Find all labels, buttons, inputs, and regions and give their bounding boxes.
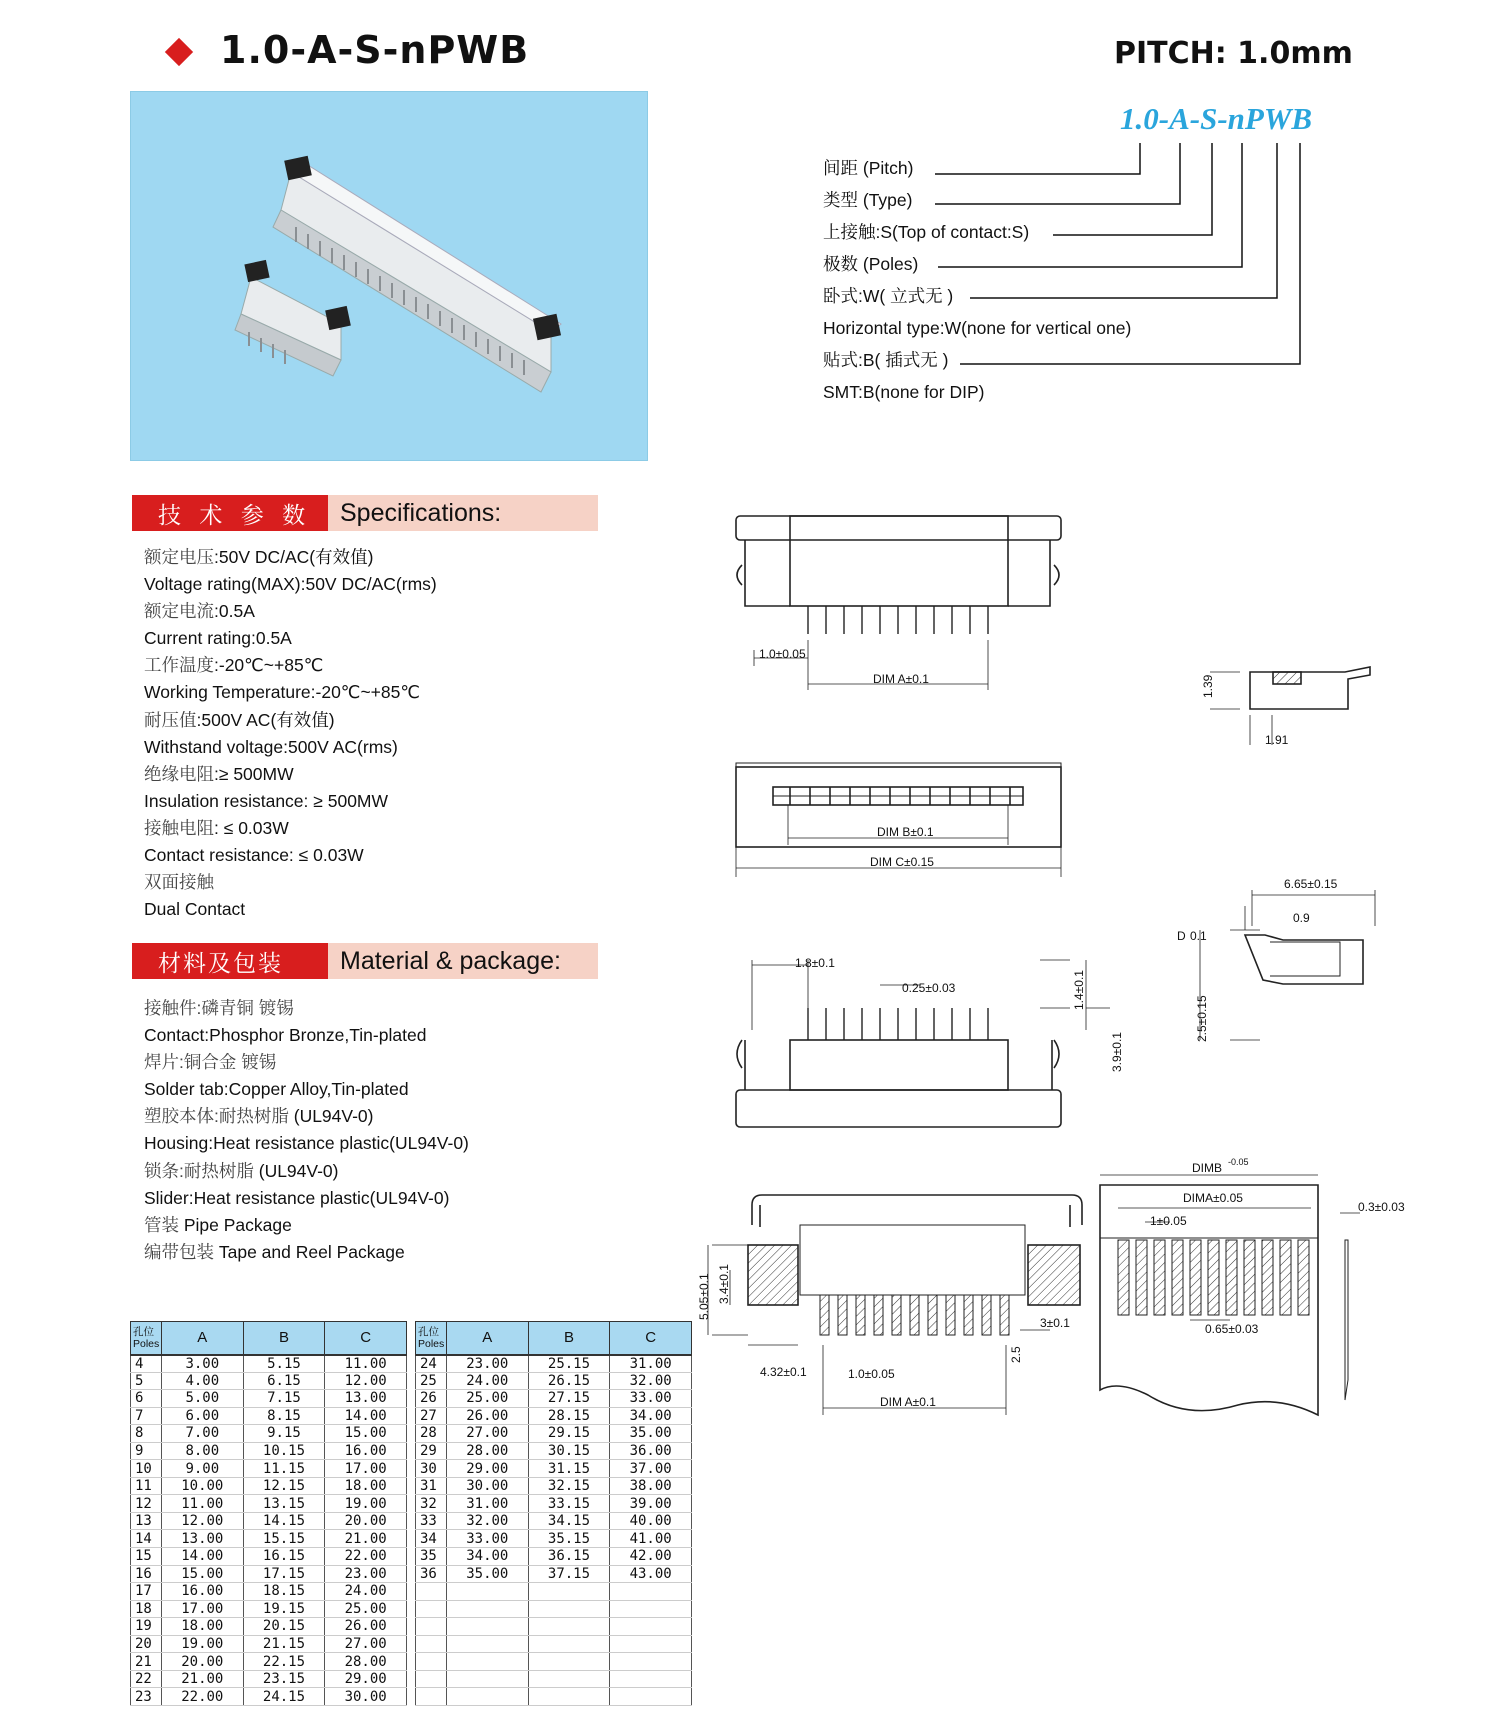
dim-label: DIM A±0.1	[880, 1395, 936, 1409]
table-cell: 6.00	[161, 1407, 243, 1425]
table-cell: 17.00	[161, 1600, 243, 1618]
table-cell: 31.00	[610, 1355, 692, 1373]
header-b: B	[243, 1322, 325, 1355]
table-cell: 13.15	[243, 1495, 325, 1513]
table-cell: 8.15	[243, 1407, 325, 1425]
table-cell: 9	[131, 1442, 162, 1460]
material-line: Solder tab:Copper Alloy,Tin-plated	[144, 1079, 409, 1100]
spec-line: Working Temperature:-20℃~+85℃	[144, 682, 421, 703]
pitch-label: PITCH: 1.0mm	[1114, 36, 1353, 71]
table-cell: 37.00	[610, 1460, 692, 1478]
table-cell	[528, 1583, 610, 1601]
table-cell: 27.00	[325, 1635, 407, 1653]
table-cell: 33.00	[446, 1530, 528, 1548]
table-cell	[528, 1688, 610, 1706]
table-row	[131, 1653, 407, 1671]
table-row	[416, 1512, 692, 1530]
table-cell: 5.00	[161, 1390, 243, 1408]
side-profile-2-drawing	[1200, 890, 1375, 1040]
table-row	[131, 1477, 407, 1495]
table-cell: 5.15	[243, 1355, 325, 1373]
dim-label: 1±0.05	[1150, 1214, 1187, 1228]
table-row	[131, 1425, 407, 1443]
table-cell: 12.00	[161, 1512, 243, 1530]
dim-label: 3.9±0.1	[1110, 1032, 1124, 1072]
legend-type: 类型 (Type)	[823, 190, 913, 210]
table-cell: 24.00	[446, 1372, 528, 1390]
dim-label: -0.05	[1228, 1157, 1249, 1167]
table-cell	[416, 1653, 447, 1671]
table-cell: 32	[416, 1495, 447, 1513]
table-cell: 14.00	[161, 1548, 243, 1566]
table-cell: 10.15	[243, 1442, 325, 1460]
table-cell: 31.15	[528, 1460, 610, 1478]
table-cell	[528, 1618, 610, 1636]
table-cell: 20.00	[161, 1653, 243, 1671]
table-cell: 30.00	[446, 1477, 528, 1495]
spec-line: 耐压值:500V AC(有效值)	[144, 709, 335, 730]
table-cell: 29	[416, 1442, 447, 1460]
table-row	[416, 1600, 692, 1618]
table-cell: 28.15	[528, 1407, 610, 1425]
table-cell	[528, 1600, 610, 1618]
table-cell: 22.00	[325, 1548, 407, 1566]
table-cell: 11.00	[161, 1495, 243, 1513]
table-cell: 10	[131, 1460, 162, 1478]
material-line: Contact:Phosphor Bronze,Tin-plated	[144, 1025, 427, 1046]
table-cell: 25.15	[528, 1355, 610, 1373]
table-cell	[610, 1635, 692, 1653]
table-row	[416, 1653, 692, 1671]
table-cell	[610, 1618, 692, 1636]
dim-label: 3.4±0.1	[717, 1264, 731, 1304]
dim-label: 1.0±0.05	[759, 647, 806, 661]
table-cell: 14.00	[325, 1407, 407, 1425]
table-cell: 21.00	[325, 1530, 407, 1548]
table-cell: 34.00	[446, 1548, 528, 1566]
spec-line: 双面接触	[144, 872, 214, 893]
table-cell: 9.00	[161, 1460, 243, 1478]
table-cell: 16.00	[161, 1583, 243, 1601]
table-cell: 15.00	[161, 1565, 243, 1583]
table-cell: 10.00	[161, 1477, 243, 1495]
table-cell	[416, 1688, 447, 1706]
table-cell: 37.15	[528, 1565, 610, 1583]
table-cell: 16	[131, 1565, 162, 1583]
dim-label: 0.25±0.03	[902, 981, 956, 995]
table-cell	[416, 1600, 447, 1618]
table-cell: 35	[416, 1548, 447, 1566]
header-poles: 孔位 Poles	[416, 1322, 447, 1355]
table-cell: 15.15	[243, 1530, 325, 1548]
table-cell: 13	[131, 1512, 162, 1530]
table-cell: 7.15	[243, 1390, 325, 1408]
spec-line: 工作温度:-20℃~+85℃	[144, 655, 324, 676]
legend-pitch: 间距 (Pitch)	[823, 158, 914, 178]
table-cell: 15.00	[325, 1425, 407, 1443]
table-cell: 22	[131, 1670, 162, 1688]
legend-smt-cn: 贴式:B( 插式无 )	[823, 350, 949, 370]
spec-line: Withstand voltage:500V AC(rms)	[144, 736, 398, 757]
dim-label: 1.4±0.1	[1072, 970, 1086, 1010]
table-cell: 29.00	[446, 1460, 528, 1478]
header-poles: 孔位 Poles	[131, 1322, 162, 1355]
table-cell: 34	[416, 1530, 447, 1548]
table-cell	[446, 1688, 528, 1706]
specifications-heading-cn: 技 术 参 数	[132, 495, 328, 531]
table-row	[416, 1565, 692, 1583]
table-cell: 27	[416, 1407, 447, 1425]
table-cell: 4.00	[161, 1372, 243, 1390]
table-cell: 13.00	[325, 1390, 407, 1408]
table-cell	[416, 1583, 447, 1601]
legend-contact: 上接触:S(Top of contact:S)	[823, 222, 1030, 242]
table-row	[416, 1425, 692, 1443]
table-cell	[416, 1618, 447, 1636]
table-cell: 33.00	[610, 1390, 692, 1408]
dim-label: DIMB	[1192, 1161, 1222, 1175]
legend-horizontal-cn: 卧式:W( 立式无 )	[823, 286, 954, 306]
table-cell: 18	[131, 1600, 162, 1618]
material-line: Housing:Heat resistance plastic(UL94V-0)	[144, 1133, 469, 1154]
table-cell	[446, 1600, 528, 1618]
table-cell: 31	[416, 1477, 447, 1495]
specifications-heading-en: Specifications:	[328, 495, 598, 531]
table-row	[131, 1688, 407, 1706]
table-cell: 27.00	[446, 1425, 528, 1443]
table-cell: 33.15	[528, 1495, 610, 1513]
legend-poles: 极数 (Poles)	[823, 254, 919, 274]
table-cell: 17	[131, 1583, 162, 1601]
part-code-title: 1.0-A-S-nPWB	[1120, 101, 1313, 136]
table-cell: 21.00	[161, 1670, 243, 1688]
spec-line: 绝缘电阻:≥ 500MW	[144, 763, 294, 784]
table-cell: 20	[131, 1635, 162, 1653]
table-cell: 18.00	[325, 1477, 407, 1495]
side-profile-drawing	[1210, 667, 1370, 745]
table-row	[416, 1460, 692, 1478]
table-cell: 23.00	[325, 1565, 407, 1583]
table-cell: 12.15	[243, 1477, 325, 1495]
table-row	[131, 1600, 407, 1618]
spec-line: 额定电流:0.5A	[144, 601, 255, 622]
table-cell: 25	[416, 1372, 447, 1390]
dim-label: 4.32±0.1	[760, 1365, 807, 1379]
table-cell: 21	[131, 1653, 162, 1671]
legend-smt-en: SMT:B(none for DIP)	[823, 382, 985, 402]
table-cell	[446, 1618, 528, 1636]
table-cell: 32.00	[610, 1372, 692, 1390]
table-cell: 40.00	[610, 1512, 692, 1530]
material-heading-en: Material & package:	[328, 943, 598, 979]
dim-label: 5.05±0.1	[697, 1273, 711, 1320]
table-cell: 42.00	[610, 1548, 692, 1566]
table-cell: 35.00	[610, 1425, 692, 1443]
dim-label: DIM A±0.1	[873, 672, 929, 686]
table-cell: 32.15	[528, 1477, 610, 1495]
table-cell: 23	[131, 1688, 162, 1706]
front-view-drawing	[736, 516, 1061, 690]
table-cell: 13.00	[161, 1530, 243, 1548]
material-heading-cn: 材料及包装	[132, 943, 328, 979]
table-cell	[446, 1635, 528, 1653]
table-cell	[610, 1688, 692, 1706]
table-cell: 17.00	[325, 1460, 407, 1478]
dim-label: D	[1177, 929, 1186, 943]
table-cell: 16.15	[243, 1548, 325, 1566]
table-cell	[610, 1653, 692, 1671]
table-cell: 26	[416, 1390, 447, 1408]
table-row	[131, 1530, 407, 1548]
table-row	[416, 1618, 692, 1636]
table-cell	[610, 1670, 692, 1688]
table-cell: 4	[131, 1355, 162, 1373]
table-cell: 22.15	[243, 1653, 325, 1671]
table-cell: 28.00	[325, 1653, 407, 1671]
spec-line: Voltage rating(MAX):50V DC/AC(rms)	[144, 574, 437, 595]
table-row	[131, 1635, 407, 1653]
table-row	[131, 1565, 407, 1583]
table-cell	[416, 1670, 447, 1688]
table-cell: 12.00	[325, 1372, 407, 1390]
table-row	[131, 1548, 407, 1566]
table-cell: 41.00	[610, 1530, 692, 1548]
table-cell: 25.00	[446, 1390, 528, 1408]
table-cell	[446, 1583, 528, 1601]
table-cell: 8.00	[161, 1442, 243, 1460]
table-cell: 35.00	[446, 1565, 528, 1583]
material-line: 管装 Pipe Package	[144, 1214, 292, 1235]
material-line: 塑胶本体:耐热树脂 (UL94V-0)	[144, 1106, 374, 1127]
header-a: A	[446, 1322, 528, 1355]
table-cell: 7	[131, 1407, 162, 1425]
table-cell: 14.15	[243, 1512, 325, 1530]
table-cell: 32.00	[446, 1512, 528, 1530]
table-cell	[416, 1635, 447, 1653]
table-cell: 18.00	[161, 1618, 243, 1636]
table-cell: 22.00	[161, 1688, 243, 1706]
dim-label: 2.5±0.15	[1195, 995, 1209, 1042]
table-cell: 19.00	[325, 1495, 407, 1513]
dim-label: 0.65±0.03	[1205, 1322, 1259, 1336]
table-row	[131, 1583, 407, 1601]
dim-label: 6.65±0.15	[1284, 877, 1338, 891]
table-cell: 8	[131, 1425, 162, 1443]
spec-line: Current rating:0.5A	[144, 628, 292, 649]
table-cell: 20.15	[243, 1618, 325, 1636]
table-cell: 26.00	[325, 1618, 407, 1636]
material-line: 锁条:耐热树脂 (UL94V-0)	[144, 1160, 339, 1181]
table-cell: 17.15	[243, 1565, 325, 1583]
material-line: 焊片:铜合金 镀锡	[144, 1052, 277, 1073]
dim-label: 1.0±0.05	[848, 1367, 895, 1381]
table-cell: 28	[416, 1425, 447, 1443]
table-cell: 11.15	[243, 1460, 325, 1478]
table-cell: 6.15	[243, 1372, 325, 1390]
table-cell: 6	[131, 1390, 162, 1408]
spec-line: 接触电阻: ≤ 0.03W	[144, 817, 289, 838]
dim-label: 1.39	[1201, 674, 1215, 698]
table-cell	[446, 1653, 528, 1671]
table-cell	[610, 1583, 692, 1601]
table-cell: 16.00	[325, 1442, 407, 1460]
table-cell: 11	[131, 1477, 162, 1495]
table-row	[416, 1688, 692, 1706]
table-cell: 34.15	[528, 1512, 610, 1530]
table-cell	[528, 1653, 610, 1671]
table-cell	[528, 1635, 610, 1653]
table-row	[131, 1495, 407, 1513]
table-cell: 7.00	[161, 1425, 243, 1443]
table-cell: 31.00	[446, 1495, 528, 1513]
table-cell	[610, 1600, 692, 1618]
table-cell: 30.00	[325, 1688, 407, 1706]
table-cell: 24.15	[243, 1688, 325, 1706]
table-cell: 23.15	[243, 1670, 325, 1688]
dim-label: 3±0.1	[1040, 1316, 1070, 1330]
table-cell: 9.15	[243, 1425, 325, 1443]
table-cell: 26.15	[528, 1372, 610, 1390]
page-title: 1.0-A-S-nPWB	[220, 28, 530, 72]
dim-label: DIMA±0.05	[1183, 1191, 1243, 1205]
header-b: B	[528, 1322, 610, 1355]
table-cell: 28.00	[446, 1442, 528, 1460]
table-cell: 18.15	[243, 1583, 325, 1601]
footprint-drawing	[708, 1195, 1082, 1415]
spec-line: Dual Contact	[144, 899, 246, 920]
dim-label: DIM B±0.1	[877, 825, 934, 839]
dim-label: 0.3±0.03	[1358, 1200, 1405, 1214]
table-row	[416, 1583, 692, 1601]
table-row	[416, 1635, 692, 1653]
table-cell: 29.15	[528, 1425, 610, 1443]
dim-label: 0.1	[1190, 929, 1207, 943]
table-cell: 33	[416, 1512, 447, 1530]
dim-label: 1.91	[1265, 733, 1289, 747]
table-cell: 15	[131, 1548, 162, 1566]
dim-label: 1.8±0.1	[795, 956, 835, 970]
table-cell: 36	[416, 1565, 447, 1583]
header-c: C	[325, 1322, 407, 1355]
table-cell	[528, 1670, 610, 1688]
table-cell: 19	[131, 1618, 162, 1636]
table-cell: 20.00	[325, 1512, 407, 1530]
dim-label: 2.5	[1009, 1346, 1023, 1363]
table-row	[131, 1618, 407, 1636]
table-row	[416, 1477, 692, 1495]
dim-label: DIM C±0.15	[870, 855, 934, 869]
material-line: 接触件:磷青铜 镀锡	[144, 998, 294, 1018]
header-a: A	[161, 1322, 243, 1355]
table-cell: 11.00	[325, 1355, 407, 1373]
table-cell: 19.00	[161, 1635, 243, 1653]
table-cell: 27.15	[528, 1390, 610, 1408]
table-cell: 30	[416, 1460, 447, 1478]
table-row	[131, 1460, 407, 1478]
table-row	[131, 1512, 407, 1530]
spec-line: Contact resistance: ≤ 0.03W	[144, 845, 364, 866]
header-c: C	[610, 1322, 692, 1355]
table-cell: 5	[131, 1372, 162, 1390]
table-cell: 23.00	[446, 1355, 528, 1373]
table-cell: 36.00	[610, 1442, 692, 1460]
table-cell: 25.00	[325, 1600, 407, 1618]
table-row	[416, 1530, 692, 1548]
table-row	[131, 1442, 407, 1460]
table-row	[131, 1670, 407, 1688]
spec-line: 额定电压:50V DC/AC(有效值)	[144, 547, 374, 567]
table-row	[416, 1442, 692, 1460]
table-cell: 35.15	[528, 1530, 610, 1548]
spec-line: Insulation resistance: ≥ 500MW	[144, 790, 389, 811]
dim-label: 0.9	[1293, 911, 1310, 925]
cable-end-drawing	[1100, 1175, 1360, 1415]
table-cell: 21.15	[243, 1635, 325, 1653]
table-cell: 43.00	[610, 1565, 692, 1583]
material-line: 编带包装 Tape and Reel Package	[144, 1241, 405, 1262]
table-cell: 24.00	[325, 1583, 407, 1601]
table-row	[416, 1548, 692, 1566]
table-cell	[446, 1670, 528, 1688]
table-cell: 14	[131, 1530, 162, 1548]
table-cell: 34.00	[610, 1407, 692, 1425]
table-cell: 26.00	[446, 1407, 528, 1425]
table-row	[416, 1495, 692, 1513]
table-cell: 39.00	[610, 1495, 692, 1513]
table-cell: 29.00	[325, 1670, 407, 1688]
table-cell: 36.15	[528, 1548, 610, 1566]
table-cell: 38.00	[610, 1477, 692, 1495]
table-cell: 30.15	[528, 1442, 610, 1460]
legend-horizontal-en: Horizontal type:W(none for vertical one)	[823, 318, 1132, 338]
table-cell: 19.15	[243, 1600, 325, 1618]
table-cell: 3.00	[161, 1355, 243, 1373]
table-cell: 24	[416, 1355, 447, 1373]
material-line: Slider:Heat resistance plastic(UL94V-0)	[144, 1187, 450, 1208]
table-row	[416, 1670, 692, 1688]
table-cell: 12	[131, 1495, 162, 1513]
